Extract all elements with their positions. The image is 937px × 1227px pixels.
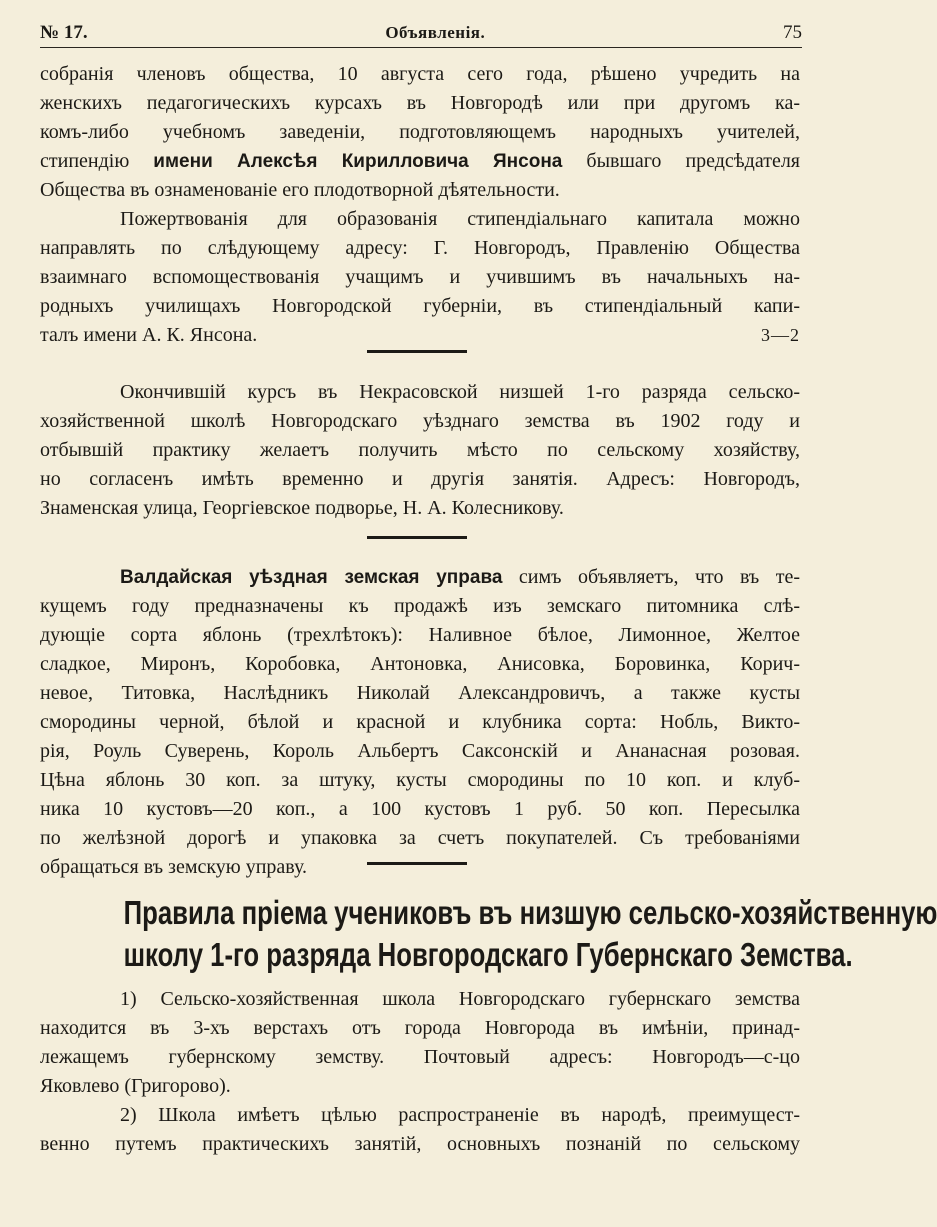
text-line: собранія членовъ общества, 10 августа сего года, рѣшено учредить на <box>40 63 800 85</box>
page-header <box>40 20 802 46</box>
stipend-name: имени Алексѣя Кирилловича Янсона <box>153 151 563 172</box>
text-line: комъ-либо учебномъ заведеніи, подготовляющемъ народныхъ учителей, <box>40 121 800 143</box>
notice-stipend <box>40 60 800 350</box>
text-line: направлять по слѣдующему адресу: Г. Новгородъ, Правленію Общества <box>40 237 800 259</box>
rules-heading <box>123 892 937 976</box>
rules-heading-line: Правила пріема учениковъ въ низшую сельско-хозяйственную <box>123 894 937 931</box>
section-title: Объявленія. <box>385 23 486 42</box>
notice-apple-trees <box>40 563 800 882</box>
notice-job-seeker <box>40 378 800 523</box>
text-line: по желѣзной дорогѣ и упаковка за счетъ покупателей. Съ требованіями <box>40 827 800 849</box>
text-line: кущемъ году предназначены къ продажѣ изъ земскаго питомника слѣ- <box>40 595 800 617</box>
text-line: рія, Роуль Суверень, Король Альбертъ Саксонскій и Ананасная розовая. <box>40 740 800 762</box>
rules-heading-line: школу 1-го разряда Новгородскаго Губернскаго Земства. <box>123 936 853 973</box>
text-line: женскихъ педагогическихъ курсахъ въ Новгородѣ или при другомъ ка- <box>40 92 800 114</box>
text-line: ника 10 кустовъ—20 коп., а 100 кустовъ 1 руб. 50 коп. Пересылка <box>40 798 800 820</box>
text-line: находится въ 3-хъ верстахъ отъ города Новгорода въ имѣніи, принад- <box>40 1017 800 1039</box>
text-line: венно путемъ практическихъ занятій, основныхъ познаній по сельскому <box>40 1133 800 1155</box>
text-line: дующіе сорта яблонь (трехлѣтокъ): Наливное бѣлое, Лимонное, Желтое <box>40 624 800 646</box>
text-line-first <box>40 563 800 592</box>
text-fragment: симъ объявляетъ, что въ те- <box>518 566 801 588</box>
header-rule <box>40 47 802 48</box>
text-line: Яковлево (Григорово). <box>40 1075 231 1097</box>
text-line: Общества въ ознаменованіе его плодотворной дѣятельности. <box>40 179 560 201</box>
notice-signature: 3—2 <box>761 325 800 345</box>
text-line: талъ имени А. К. Янсона. <box>40 324 258 346</box>
separator-rule <box>367 350 467 353</box>
text-line: невое, Титовка, Наслѣдникъ Николай Александровичъ, а также кусты <box>40 682 800 704</box>
text-line: отбывшій практику желаетъ получить мѣсто по сельскому хозяйству, <box>40 439 800 461</box>
text-line: родныхъ училищахъ Новгородской губерніи, въ стипендіальный капи- <box>40 295 800 317</box>
text-line: но согласенъ имѣть временно и другія занятія. Адресъ: Новгородъ, <box>40 468 800 490</box>
text-line: Окончившій курсъ въ Некрасовской низшей 1-го разряда сельско- <box>120 381 800 403</box>
text-line: 1) Сельско-хозяйственная школа Новгородскаго губернскаго земства <box>120 988 800 1010</box>
issue-number: № 17. <box>40 22 88 43</box>
page-number: 75 <box>782 22 802 43</box>
separator-rule <box>367 536 467 539</box>
text-line: Цѣна яблонь 30 коп. за штуку, кусты смородины по 10 коп. и клуб- <box>40 769 800 791</box>
text-line: лежащемъ губернскому земству. Почтовый адресъ: Новгородъ—с-цо <box>40 1046 800 1068</box>
text-line: хозяйственной школѣ Новгородскаго уѣзднаго земства въ 1902 году и <box>40 410 800 432</box>
text-line: смородины черной, бѣлой и красной и клубника сорта: Нобль, Викто- <box>40 711 800 733</box>
stipend-suffix: бывшаго предсѣдателя <box>586 150 801 172</box>
text-line: Знаменская улица, Георгіевское подворье, Н. А. Колесникову. <box>40 497 564 519</box>
rules-text <box>40 985 800 1159</box>
text-line: взаимнаго вспомоществованія учащимъ и учившимъ въ начальныхъ на- <box>40 266 800 288</box>
text-line: сладкое, Миронъ, Коробовка, Антоновка, Анисовка, Боровинка, Корич- <box>40 653 800 675</box>
text-line: обращаться въ земскую управу. <box>40 856 308 878</box>
notice-issuer: Валдайская уѣздная земская управа <box>120 567 503 588</box>
separator-rule <box>367 862 467 865</box>
text-line-last <box>40 321 800 350</box>
text-line: Пожертвованія для образованія стипендіальнаго капитала можно <box>120 208 800 230</box>
stipend-prefix: стипендію <box>40 150 130 172</box>
text-line-stipend <box>40 147 800 176</box>
text-line: 2) Школа имѣетъ цѣлью распространеніе въ народѣ, преимущест- <box>120 1104 800 1126</box>
